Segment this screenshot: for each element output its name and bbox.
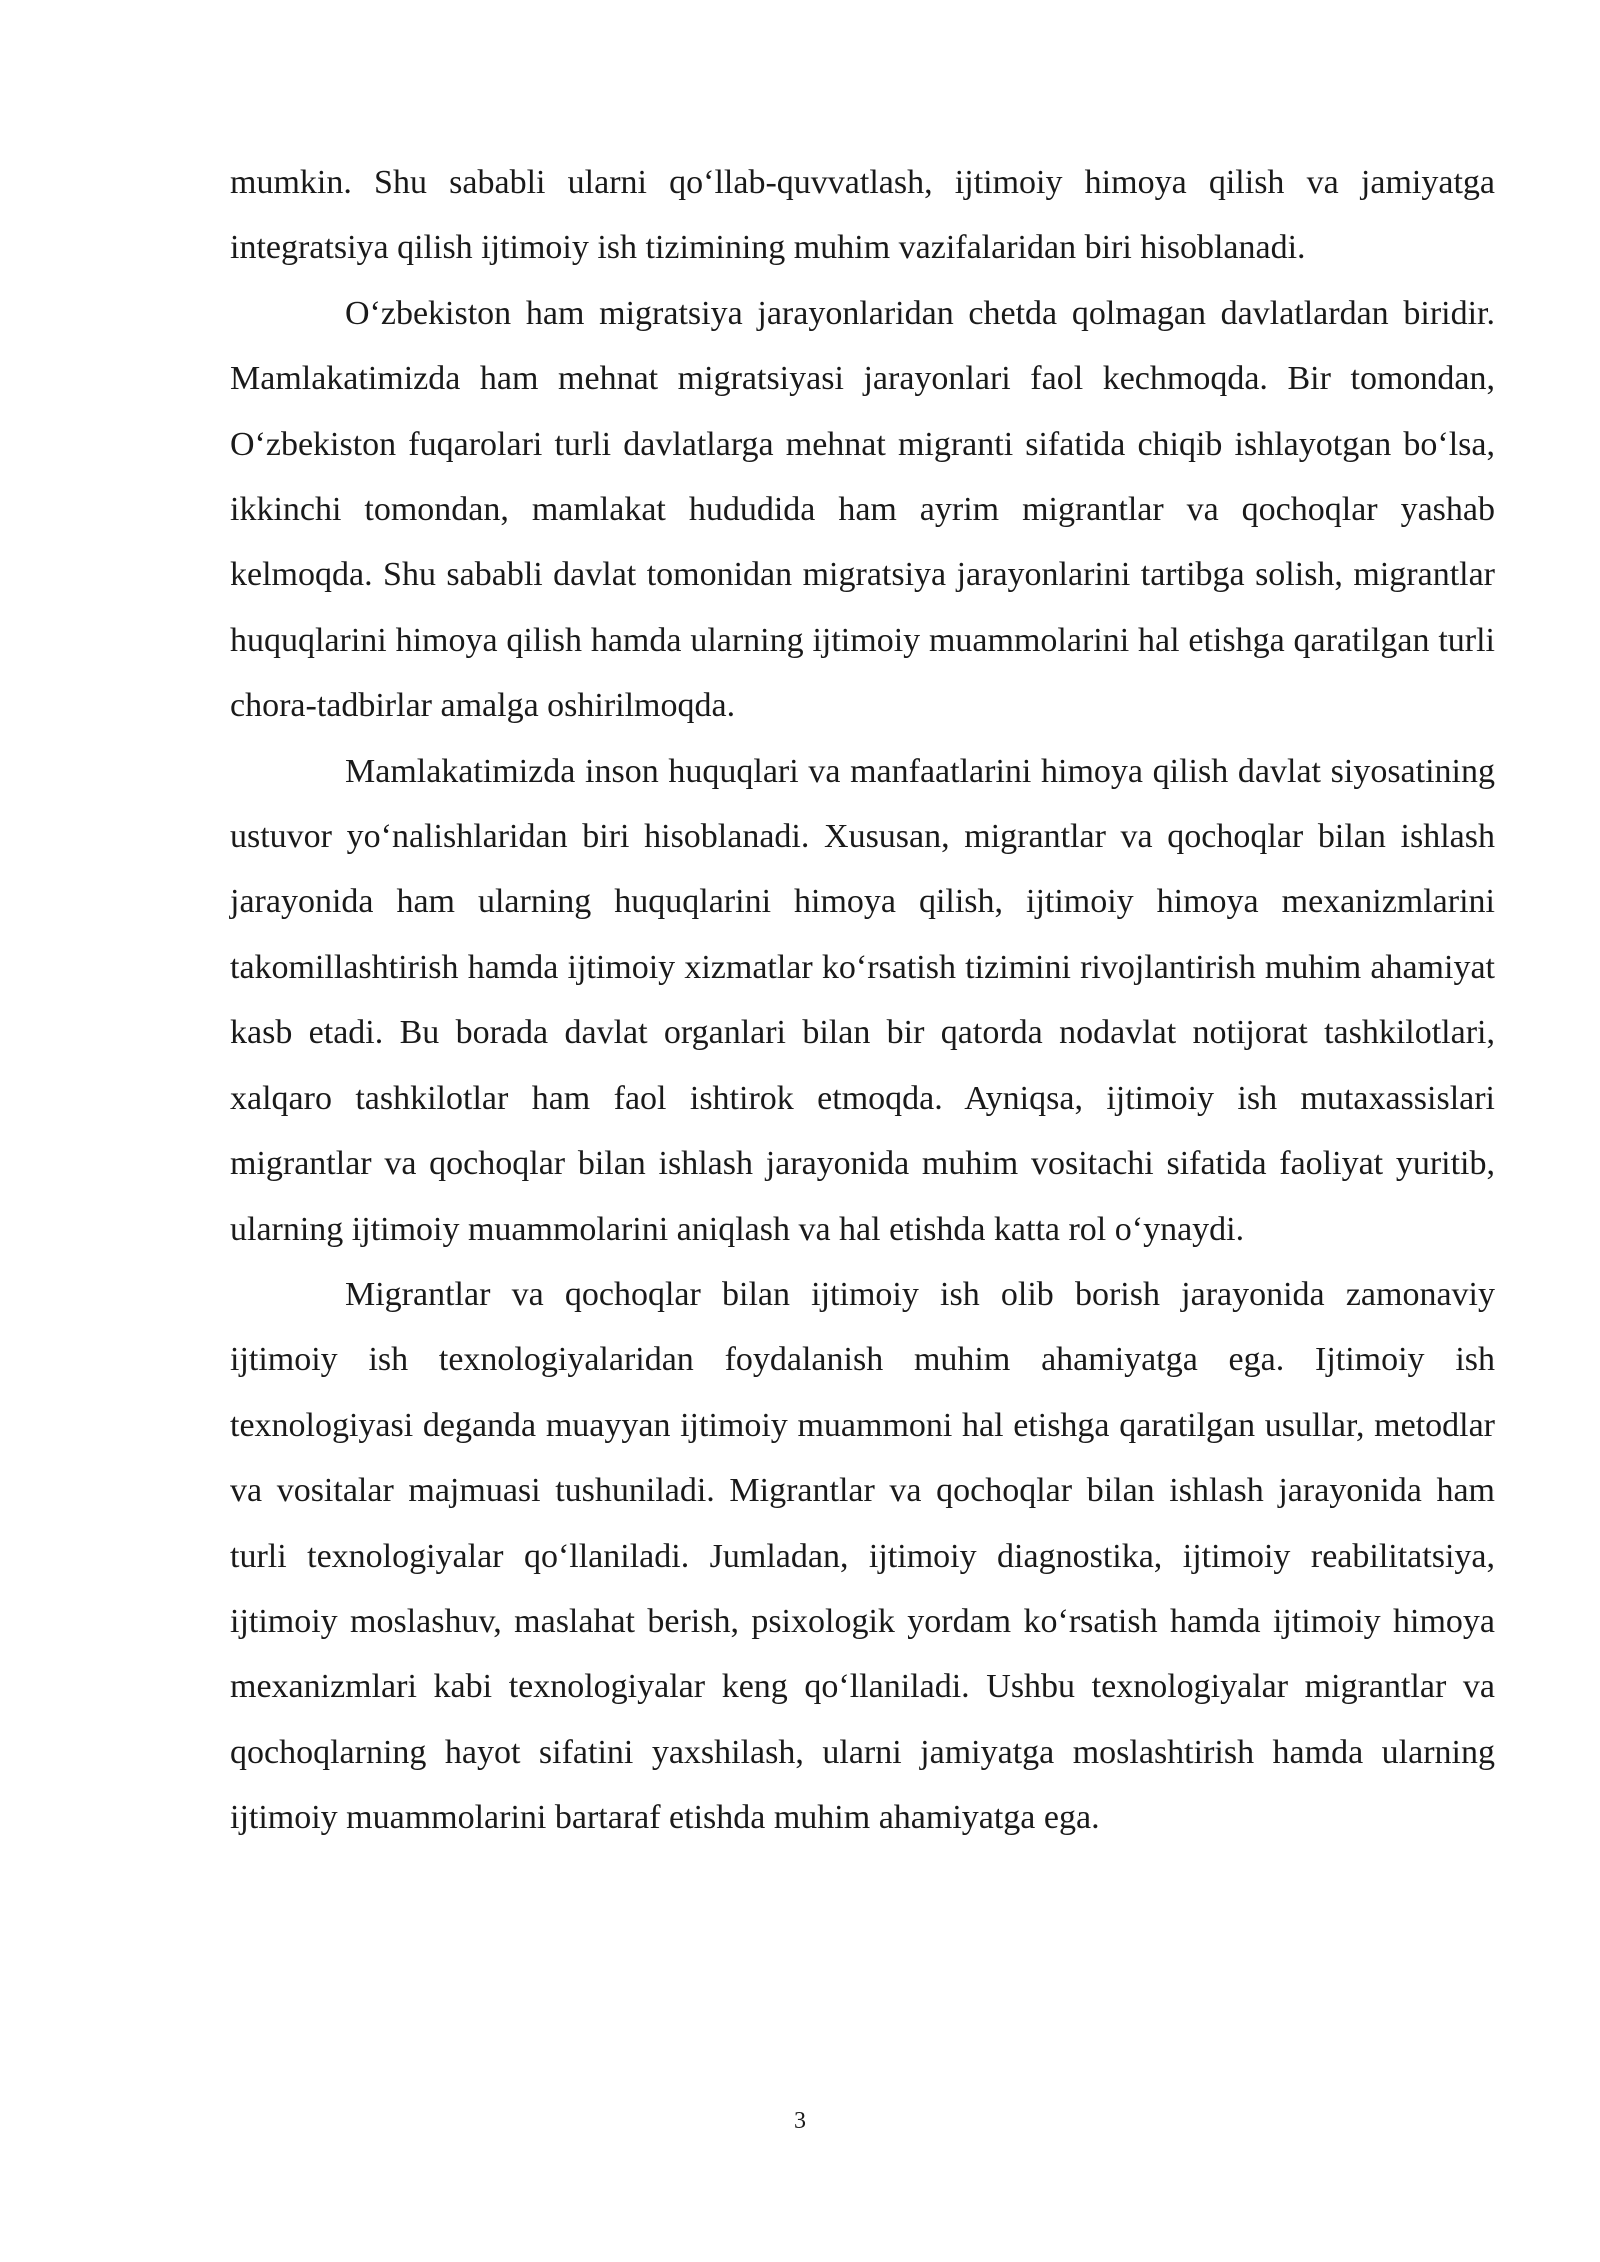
paragraph-social-work-technologies: Migrantlar va qochoqlar bilan ijtimoiy ish olib borish jarayonida zamonaviy ijtimoiy ish texnologiyalaridan foydalanish muhim ahamiyatga ega. Ijtimoiy ish texnologiyasi deganda muayyan ijtimoiy muammoni hal etishga qaratilgan usullar, metodlar va vositalar majmuasi tushuniladi. Migrantlar va qochoqlar bilan ishlash jarayonida ham turli texnologiyalar qo‘llaniladi. Jumladan, ijtimoiy diagnostika, ijtimoiy reabilitatsiya, ijtimoiy moslashuv, maslahat berish, psixologik yordam ko‘rsatish hamda ijtimoiy himoya mexanizmlari kabi texnologiyalar keng qo‘llaniladi. Ushbu texnologiyalar migrantlar va qochoqlarning hayot sifatini yaxshilash, ularni jamiyatga moslashtirish hamda ularning ijtimoiy muammolarini bartaraf etishda muhim ahamiyatga ega. [230, 1275, 1495, 1837]
paragraph-continuation: mumkin. Shu sababli ularni qo‘llab-quvvatlash, ijtimoiy himoya qilish va jamiyatga integratsiya qilish ijtimoiy ish tizimining muhim vazifalaridan biri hisoblanadi. [230, 164, 1495, 267]
paragraph-uzbekistan-migration: O‘zbekiston ham migratsiya jarayonlaridan chetda qolmagan davlatlardan biridir. Mamlakatimizda ham mehnat migratsiyasi jarayonlari faol kechmoqda. Bir tomondan, O‘zbekiston fuqarolari turli davlatlarga mehnat migranti sifatida chiqib ishlayotgan bo‘lsa, ikkinchi tomondan, mamlakat hududida ham ayrim migrantlar va qochoqlar yashab kelmoqda. Shu sababli davlat tomonidan migratsiya jarayonlarini tartibga solish, migrantlar huquqlarini himoya qilish hamda ularning ijtimoiy muammolarini hal etishga qaratilgan turli chora-tadbirlar amalga oshirilmoqda. [230, 294, 1495, 725]
page-number: 3 [794, 2108, 806, 2134]
paragraph-human-rights: Mamlakatimizda inson huquqlari va manfaatlarini himoya qilish davlat siyosatining ustuvor yo‘nalishlaridan biri hisoblanadi. Xususan, migrantlar va qochoqlar bilan ishlash jarayonida ham ularning huquqlarini himoya qilish, ijtimoiy himoya mexanizmlarini takomillashtirish hamda ijtimoiy xizmatlar ko‘rsatish tizimini rivojlantirish muhim ahamiyat kasb etadi. Bu borada davlat organlari bilan bir qatorda nodavlat notijorat tashkilotlari, xalqaro tashkilotlar ham faol ishtirok etmoqda. Ayniqsa, ijtimoiy ish mutaxassislari migrantlar va qochoqlar bilan ishlash jarayonida muhim vositachi sifatida faoliyat yuritib, ularning ijtimoiy muammolarini aniqlash va hal etishda katta rol o‘ynaydi. [230, 752, 1495, 1248]
body-text [230, 150, 1495, 1851]
